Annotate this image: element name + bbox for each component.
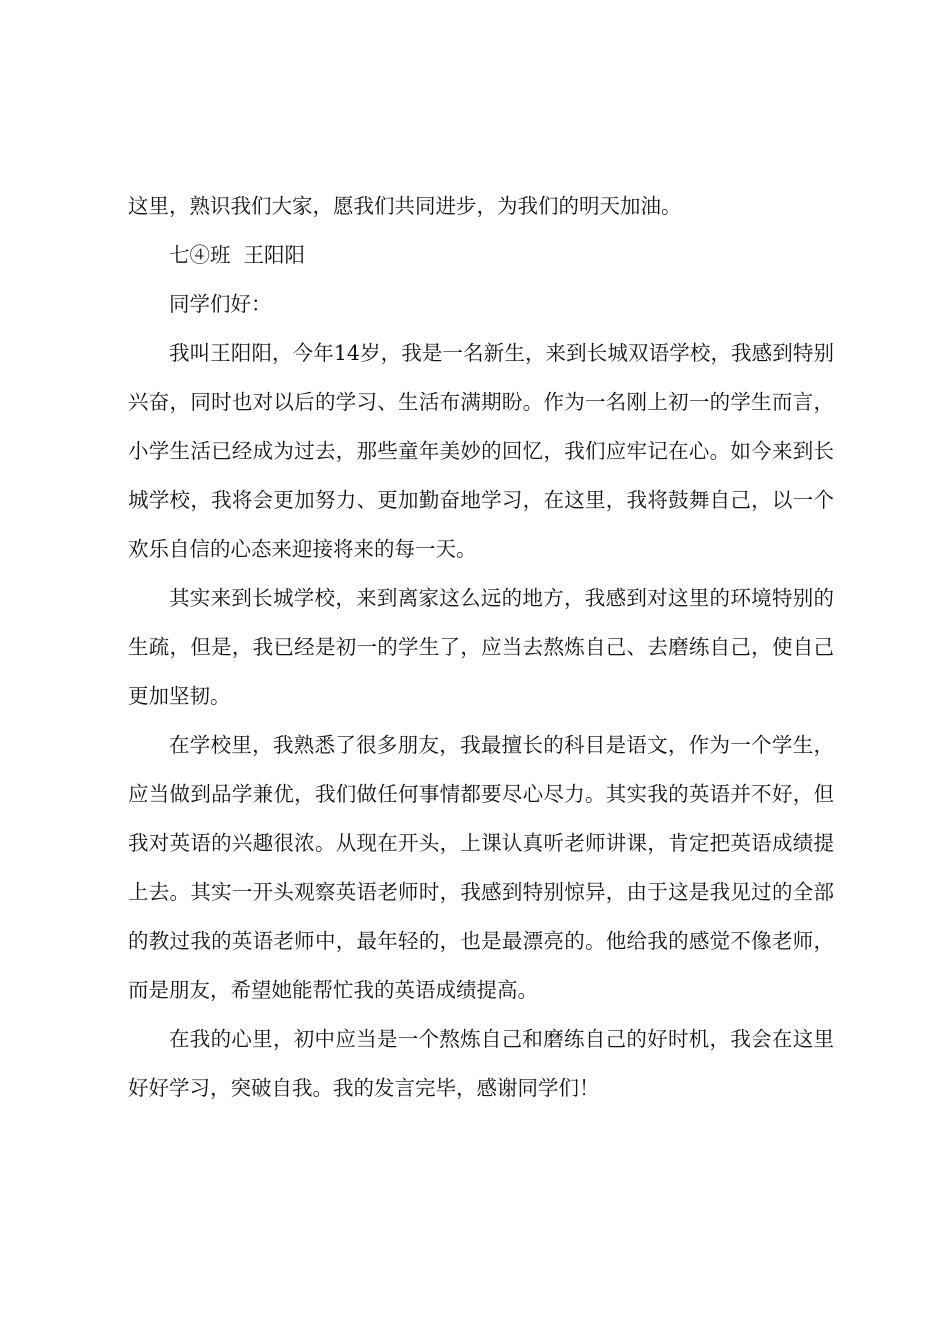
paragraph-introduction: 我叫王阳阳，今年14岁，我是一名新生，来到长城双语学校，我感到特别兴奋，同时也对以后的学习、生活布满期盼。作为一名刚上初一的学生而言，小学生活已经成为过去，那些童年美妙的回忆，我们应牢记在心。如今来到长城学校，我将会更加努力、更加勤奋地学习，在这里，我将鼓舞自己，以一个欢乐自信的心态来迎接将来的每一天。	[128, 341, 834, 561]
document-body	[128, 182, 834, 1113]
greeting: 同学们好：	[169, 292, 272, 316]
paragraph-continuation: 这里，熟识我们大家，愿我们共同进步，为我们的明天加油。	[128, 194, 682, 218]
paragraph-closing: 在我的心里，初中应当是一个熬炼自己和磨练自己的好时机，我会在这里好好学习，突破自我。我的发言完毕，感谢同学们！	[128, 1027, 834, 1100]
paragraph-new-environment: 其实来到长城学校，来到离家这么远的地方，我感到对这里的环境特别的生疏，但是，我已经是初一的学生了，应当去熬炼自己、去磨练自己，使自己更加坚韧。	[128, 586, 834, 708]
author-line: 七④班 王阳阳	[169, 243, 306, 267]
paragraph-school-life: 在学校里，我熟悉了很多朋友，我最擅长的科目是语文，作为一个学生，应当做到品学兼优，我们做任何事情都要尽心尽力。其实我的英语并不好，但我对英语的兴趣很浓。从现在开头，上课认真听老师讲课，肯定把英语成绩提上去。其实一开头观察英语老师时，我感到特别惊异，由于这是我见过的全部的教过我的英语老师中，最年轻的，也是最漂亮的。他给我的感觉不像老师，而是朋友，希望她能帮忙我的英语成绩提高。	[128, 733, 834, 1002]
